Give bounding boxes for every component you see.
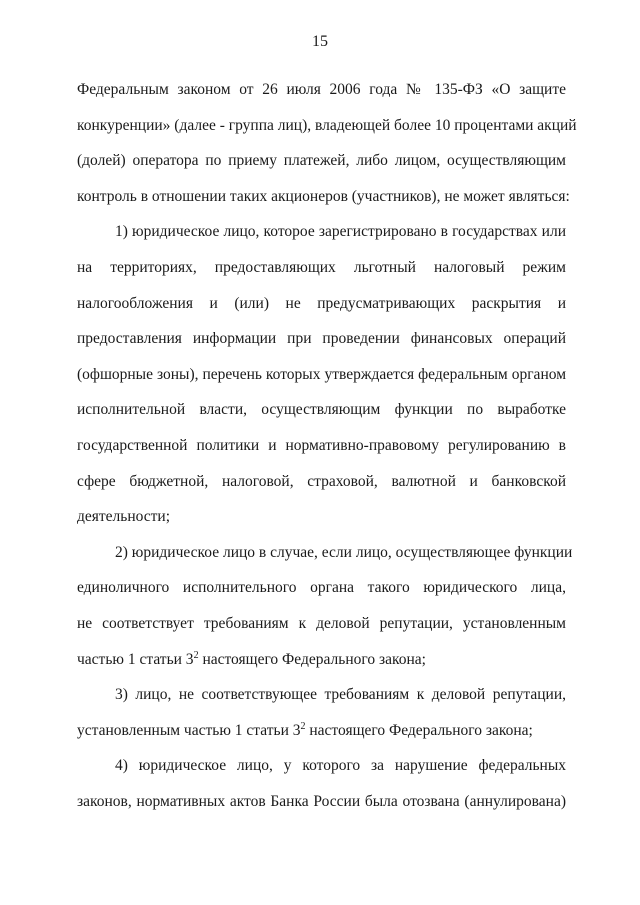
text-line: законов, нормативных актов Банка России была отозвана (аннулирована)	[77, 792, 566, 810]
text-fragment: установленным частью 1 статьи 3	[77, 721, 301, 739]
text-line: предоставления информации при проведении финансовых операций	[77, 330, 566, 348]
page-number: 15	[312, 33, 328, 50]
text-line	[77, 713, 566, 749]
text-fragment: настоящего Федерального закона;	[198, 650, 426, 668]
text-line: на территориях, предоставляющих льготный налоговый режим	[77, 258, 566, 276]
list-item-2-line: 2) юридическое лицо в случае, если лицо, осуществляющее функции	[115, 543, 573, 561]
list-item-1-line: 1) юридическое лицо, которое зарегистрировано в государствах или	[115, 223, 566, 241]
text-line: Федеральным законом от 26 июля 2006 года № 135-ФЗ «О защите	[77, 81, 566, 98]
text-fragment: настоящего Федерального закона;	[305, 721, 533, 739]
text-line: (офшорные зоны), перечень которых утверждается федеральным органом	[77, 365, 566, 383]
list-item-3-line: 3) лицо, не соответствующее требованиям к деловой репутации,	[115, 686, 566, 704]
superscript: 2	[193, 649, 199, 661]
text-line: сфере бюджетной, налоговой, страховой, валютной и банковской	[77, 472, 566, 490]
list-item-4-line: 4) юридическое лицо, у которого за нарушение федеральных	[115, 757, 566, 775]
text-line: деятельности;	[77, 508, 171, 526]
text-fragment: частью 1 статьи 3	[77, 650, 194, 668]
text-line: контроль в отношении таких акционеров (участников), не может являться:	[77, 187, 570, 205]
text-line: налогообложения и (или) не предусматривающих раскрытия и	[77, 294, 566, 312]
text-line: исполнительной власти, осуществляющим функции по выработке	[77, 401, 566, 419]
text-line	[77, 642, 566, 678]
text-line: конкуренции» (далее - группа лиц), владеющей более 10 процентами акций	[77, 116, 577, 134]
text-line: единоличного исполнительного органа такого юридического лица,	[77, 579, 566, 597]
text-line: не соответствует требованиям к деловой репутации, установленным	[77, 614, 566, 632]
document-body	[77, 72, 577, 819]
text-line: государственной политики и нормативно-правовому регулированию в	[77, 436, 566, 454]
superscript: 2	[300, 720, 306, 732]
text-line: (долей) оператора по приему платежей, либо лицом, осуществляющим	[77, 152, 566, 170]
